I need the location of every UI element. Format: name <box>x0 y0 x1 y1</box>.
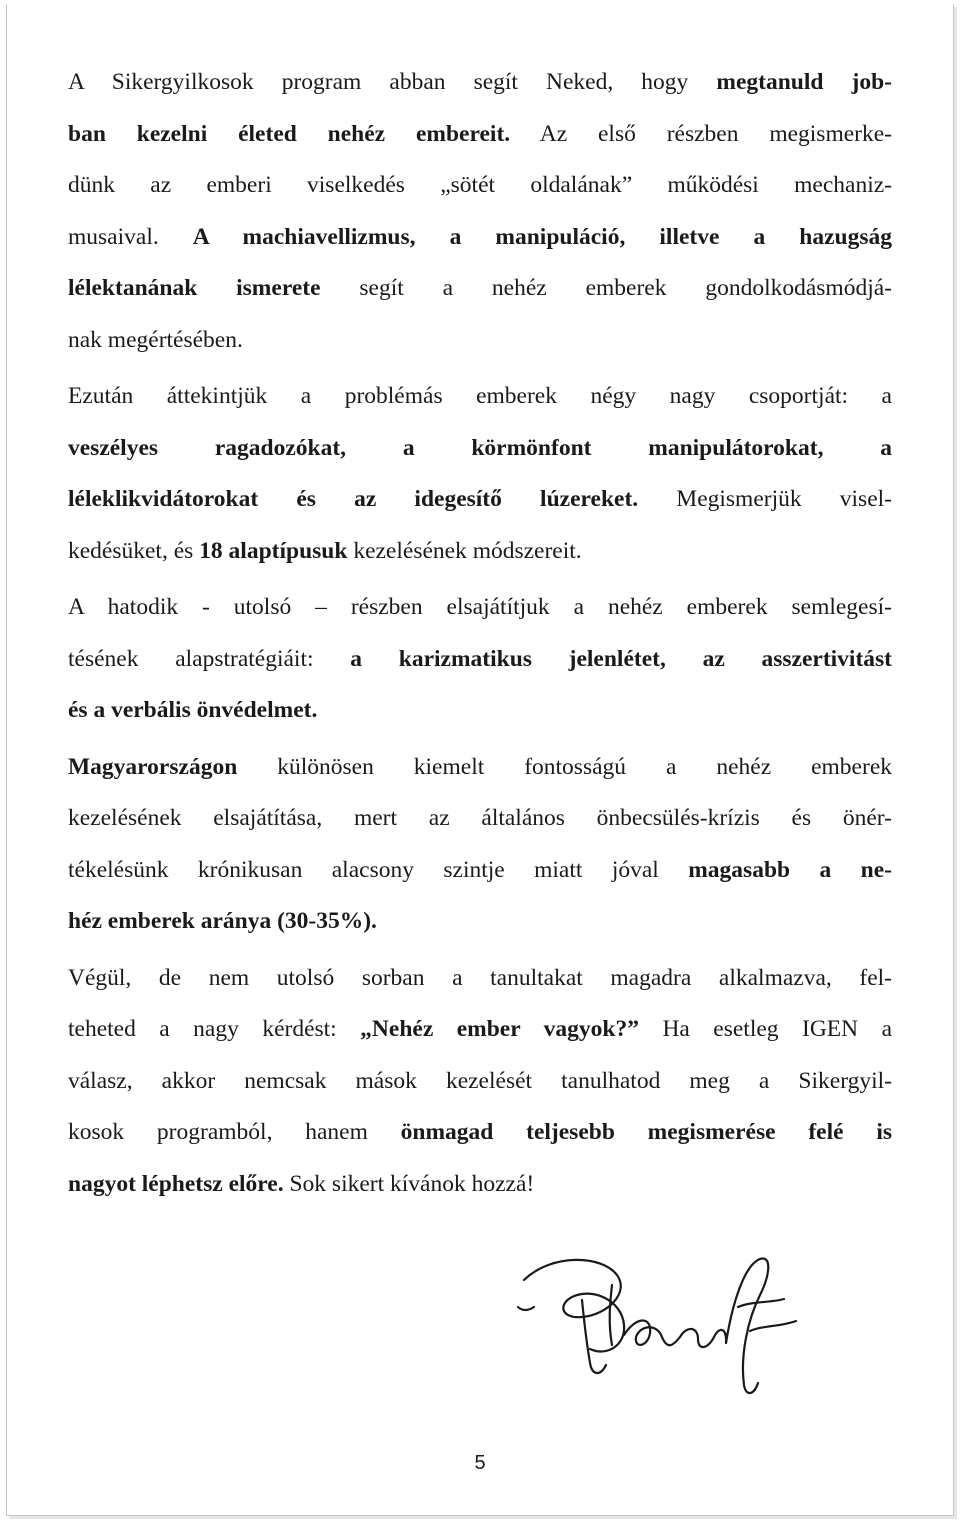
text-run: különösen kiemelt fontosságú a nehéz emberek <box>237 753 892 780</box>
paragraph <box>68 582 892 737</box>
text-line <box>68 845 892 897</box>
bold-text: megtanuld job- <box>716 69 893 95</box>
text-run: Sok sikert kívánok hozzá! <box>283 1170 535 1197</box>
bold-text: magasabb a ne- <box>688 856 892 883</box>
text-run: nak megértésében. <box>68 326 243 353</box>
bold-text: „Nehéz ember vagyok?” <box>360 1016 639 1042</box>
text-run: Ha esetleg IGEN a <box>639 1016 893 1042</box>
bold-text: Magyarországon <box>68 753 238 780</box>
text-line <box>68 371 892 423</box>
bold-text: lélektanának ismerete <box>68 275 321 301</box>
bold-text: héz emberek aránya (30-35%). <box>68 908 377 934</box>
paragraph <box>68 742 892 948</box>
text-line <box>68 896 892 948</box>
text-line <box>68 526 892 578</box>
text-run: tésének alapstratégiáit: <box>68 645 351 672</box>
text-run: Ezután áttekintjük a problémás emberek négy nagy csoportját: a <box>68 383 892 409</box>
text-line <box>68 793 892 845</box>
bold-text: 18 alaptípusuk <box>199 537 348 564</box>
text-line <box>68 263 892 315</box>
bold-text: ban kezelni életed nehéz embereit. <box>68 120 511 147</box>
text-line <box>68 1056 892 1108</box>
paragraph <box>68 953 892 1211</box>
text-line <box>68 212 892 264</box>
paragraph <box>68 371 892 577</box>
text-line <box>68 474 892 526</box>
text-run: A hatodik - utolsó – részben elsajátítjuk a nehéz emberek semlegesí- <box>68 594 892 620</box>
text-run: kosok programból, hanem <box>68 1119 401 1145</box>
text-line <box>68 423 892 475</box>
text-line <box>68 1004 892 1056</box>
text-line <box>68 109 892 161</box>
text-run: dünk az emberi viselkedés „sötét oldalának” működési mechaniz- <box>68 172 892 198</box>
signature <box>512 1245 822 1405</box>
text-run: tékelésünk krónikusan alacsony szintje miatt jóval <box>68 856 689 883</box>
bold-text: nagyot léphetsz előre. <box>68 1170 284 1197</box>
text-line <box>68 315 892 367</box>
text-run: válasz, akkor nemcsak mások kezelését tanulhatod meg a Sikergyil- <box>68 1067 892 1094</box>
text-line <box>68 160 892 212</box>
page-number: 5 <box>474 1452 486 1474</box>
text-line <box>68 953 892 1005</box>
text-line <box>68 634 892 686</box>
text-run: teheted a nagy kérdést: <box>68 1016 361 1042</box>
text-run: Megismerjük visel- <box>638 486 892 512</box>
text-run: kedésüket, és <box>68 537 200 564</box>
bold-text: a karizmatikus jelenlétet, az asszertivitást <box>350 645 893 672</box>
text-run: musaival. <box>68 223 193 250</box>
text-line <box>68 685 892 737</box>
text-line <box>68 742 892 794</box>
bold-text: A machiavellizmus, a manipuláció, illetve a hazugság <box>192 223 893 250</box>
text-line <box>68 57 892 109</box>
text-run: A Sikergyilkosok program abban segít Neked, hogy <box>68 69 717 95</box>
document-body <box>68 57 892 1210</box>
text-run: segít a nehéz emberek gondolkodásmódjá- <box>320 275 892 301</box>
text-line <box>68 1159 892 1211</box>
bold-text: veszélyes ragadozókat, a körmönfont manipulátorokat, a <box>68 434 892 461</box>
text-run: Az első részben megismerke- <box>510 120 892 147</box>
text-run: Végül, de nem utolsó sorban a tanultakat magadra alkalmazva, fel- <box>68 964 892 991</box>
bold-text: önmagad teljesebb megismerése felé is <box>400 1119 892 1145</box>
text-run: kezelésének elsajátítása, mert az általános önbecsülés-krízis és önér- <box>68 805 892 831</box>
text-line <box>68 1107 892 1159</box>
paragraph <box>68 57 892 366</box>
text-line <box>68 582 892 634</box>
bold-text: léleklikvidátorokat és az idegesítő lúzereket. <box>68 486 639 512</box>
bold-text: és a verbális önvédelmet. <box>68 697 318 723</box>
text-run: kezelésének módszereit. <box>347 537 582 564</box>
